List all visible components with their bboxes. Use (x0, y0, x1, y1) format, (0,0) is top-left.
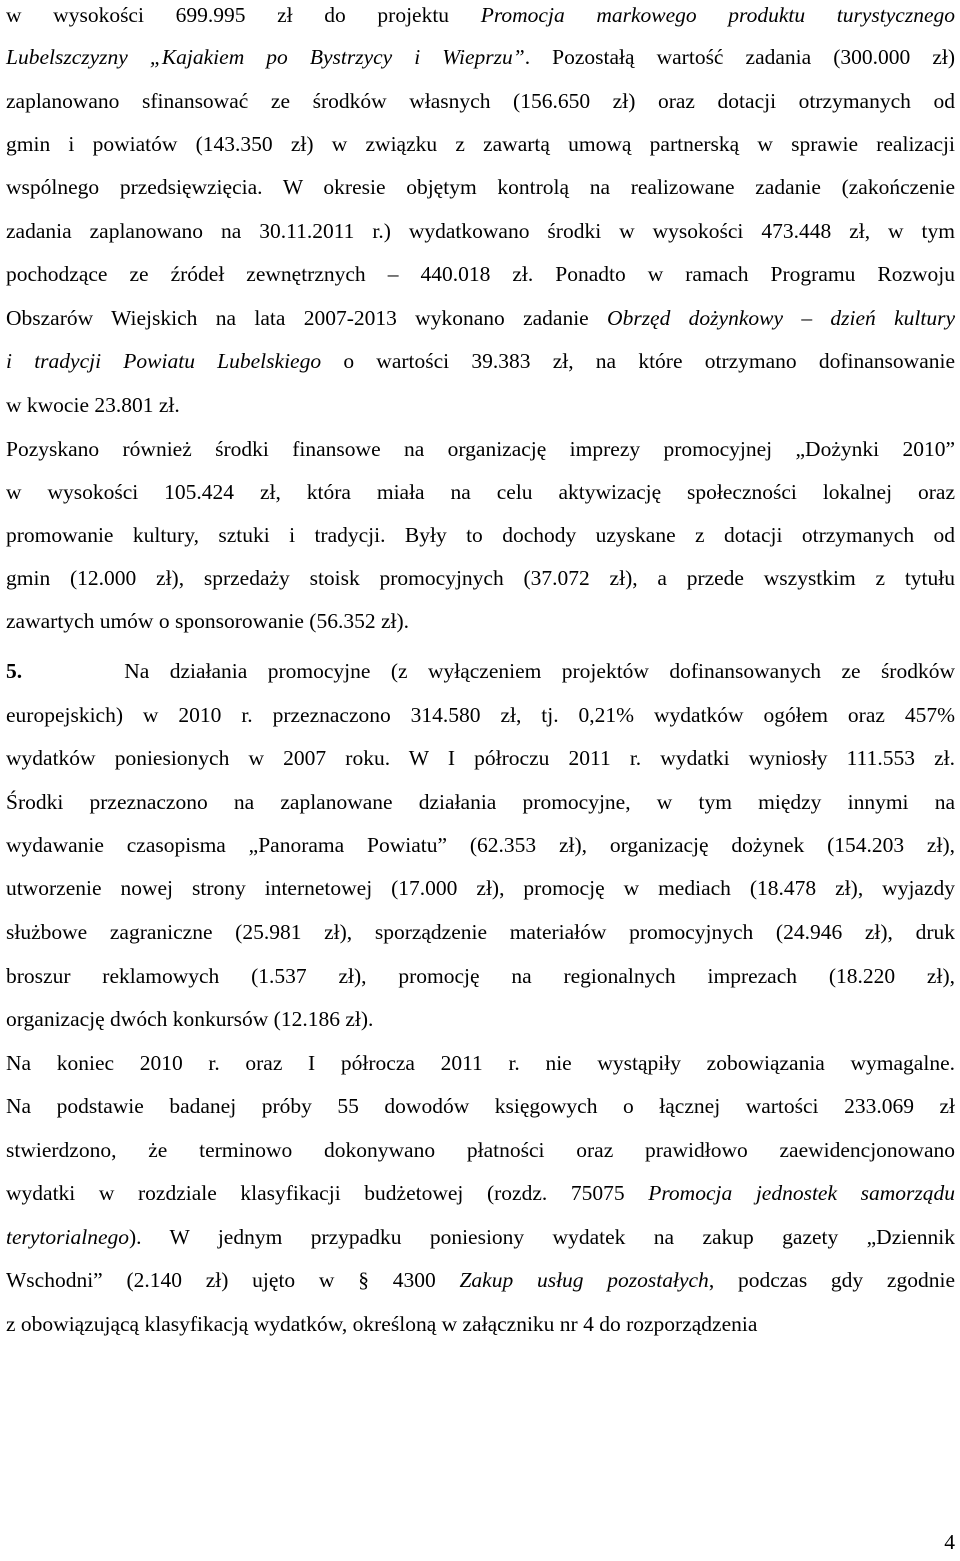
text-segment: , podczas gdy zgodnie (708, 1268, 955, 1292)
text-line (6, 0, 955, 30)
text-line (6, 477, 955, 507)
page-number: 4 (944, 1530, 955, 1554)
text-line (6, 1222, 955, 1252)
text-line (6, 1309, 955, 1339)
text-segment: Promocja jednostek samorządu (648, 1181, 955, 1205)
text-line (6, 390, 955, 420)
text-segment: gmin (12.000 zł), sprzedaży stoisk promocyjnych (37.072 zł), a przede wszystkim z tytułu (6, 566, 955, 590)
text-segment: zawartych umów o sponsorowanie (56.352 zł). (6, 609, 410, 633)
text-segment: wydatki w rozdziale klasyfikacji budżetowej (rozdz. 75075 (6, 1181, 649, 1205)
text-segment: wspólnego przedsięwzięcia. W okresie objętym kontrolą na realizowane zadanie (zakończenie (6, 175, 955, 199)
text-segment: zaplanowano sfinansować ze środków własnych (156.650 zł) oraz dotacji otrzymanych od (6, 89, 955, 113)
text-segment: ). W jednym przypadku poniesiony wydatek na zakup gazety „Dziennik (129, 1225, 955, 1249)
text-line (6, 656, 955, 686)
text-line (6, 520, 955, 550)
text-segment: terytorialnego (6, 1225, 130, 1249)
text-line (6, 259, 955, 289)
text-line (6, 606, 955, 636)
text-segment: z obowiązującą klasyfikacją wydatków, określoną w załączniku nr 4 do rozporządzenia (6, 1312, 758, 1336)
text-segment: europejskich) w 2010 r. przeznaczono 314.580 zł, tj. 0,21% wydatków ogółem oraz 457% (6, 703, 955, 727)
text-segment: Pozyskano również środki finansowe na organizację imprezy promocyjnej „Dożynki 2010” (6, 437, 955, 461)
text-segment: i tradycji Powiatu Lubelskiego (6, 349, 322, 373)
text-segment: Obszarów Wiejskich na lata 2007-2013 wykonano zadanie (6, 306, 608, 330)
text-segment: stwierdzono, że terminowo dokonywano płatności oraz prawidłowo zaewidencjonowano (6, 1138, 955, 1162)
text-line (6, 700, 955, 730)
text-line (6, 873, 955, 903)
text-segment: Lubelszczyzny „Kajakiem po Bystrzycy i Wieprzu” (6, 45, 525, 69)
text-segment: Promocja markowego produktu turystycznego (480, 3, 955, 27)
text-segment: utworzenie nowej strony internetowej (17.000 zł), promocję w mediach (18.478 zł), wyjazdy (6, 876, 955, 900)
text-segment: organizację dwóch konkursów (12.186 zł). (6, 1007, 374, 1031)
text-segment: Na koniec 2010 r. oraz I półrocza 2011 r. nie wystąpiły zobowiązania wymagalne. (6, 1051, 955, 1075)
text-line (6, 563, 955, 593)
text-segment: w wysokości 105.424 zł, która miała na celu aktywizację społeczności lokalnej oraz (6, 480, 955, 504)
text-line (6, 830, 955, 860)
text-line (6, 1178, 955, 1208)
text-line (6, 917, 955, 947)
text-segment: wydawanie czasopisma „Panorama Powiatu” (62.353 zł), organizację dożynek (154.203 zł), (6, 833, 955, 857)
text-segment: Obrzęd dożynkowy – dzień kultury (607, 306, 956, 330)
text-line (6, 787, 955, 817)
text-segment: wydatków poniesionych w 2007 roku. W I półroczu 2011 r. wydatki wyniosły 111.553 zł. (6, 746, 955, 770)
text-segment: promowanie kultury, sztuki i tradycji. Były to dochody uzyskane z dotacji otrzymanych od (6, 523, 955, 547)
text-segment: Na działania promocyjne (z wyłączeniem projektów dofinansowanych ze środków (22, 659, 955, 683)
text-line (6, 1265, 955, 1295)
text-segment: o wartości 39.383 zł, na które otrzymano dofinansowanie (321, 349, 956, 373)
text-line (6, 1048, 955, 1078)
text-segment: Środki przeznaczono na zaplanowane działania promocyjne, w tym między innymi na (6, 790, 955, 814)
text-segment: . Pozostałą wartość zadania (300.000 zł) (524, 45, 955, 69)
text-line (6, 743, 955, 773)
text-line (6, 303, 955, 333)
text-line (6, 129, 955, 159)
text-segment: pochodzące ze źródeł zewnętrznych – 440.018 zł. Ponadto w ramach Programu Rozwoju (6, 262, 955, 286)
text-line (6, 346, 955, 376)
text-segment: Zakup usług pozostałych (459, 1268, 709, 1292)
text-segment: w wysokości 699.995 zł do projektu (6, 3, 481, 27)
text-line (6, 216, 955, 246)
text-segment: Na podstawie badanej próby 55 dowodów księgowych o łącznej wartości 233.069 zł (6, 1094, 955, 1118)
text-segment: służbowe zagraniczne (25.981 zł), sporządzenie materiałów promocyjnych (24.946 zł), druk (6, 920, 955, 944)
text-segment: gmin i powiatów (143.350 zł) w związku z zawartą umową partnerską w sprawie realizacji (6, 132, 955, 156)
text-segment: zadania zaplanowano na 30.11.2011 r.) wydatkowano środki w wysokości 473.448 zł, w tym (6, 219, 955, 243)
text-line (6, 86, 955, 116)
text-segment: Wschodni” (2.140 zł) ujęto w § 4300 (6, 1268, 460, 1292)
text-line (6, 961, 955, 991)
text-line (6, 1135, 955, 1165)
text-line (6, 434, 955, 464)
text-line (6, 1091, 955, 1121)
text-segment: w kwocie 23.801 zł. (6, 393, 180, 417)
text-line (6, 172, 955, 202)
text-segment: broszur reklamowych (1.537 zł), promocję na regionalnych imprezach (18.220 zł), (6, 964, 955, 988)
section-number: 5. (6, 659, 23, 683)
text-line (6, 1004, 955, 1034)
text-line (6, 42, 955, 72)
